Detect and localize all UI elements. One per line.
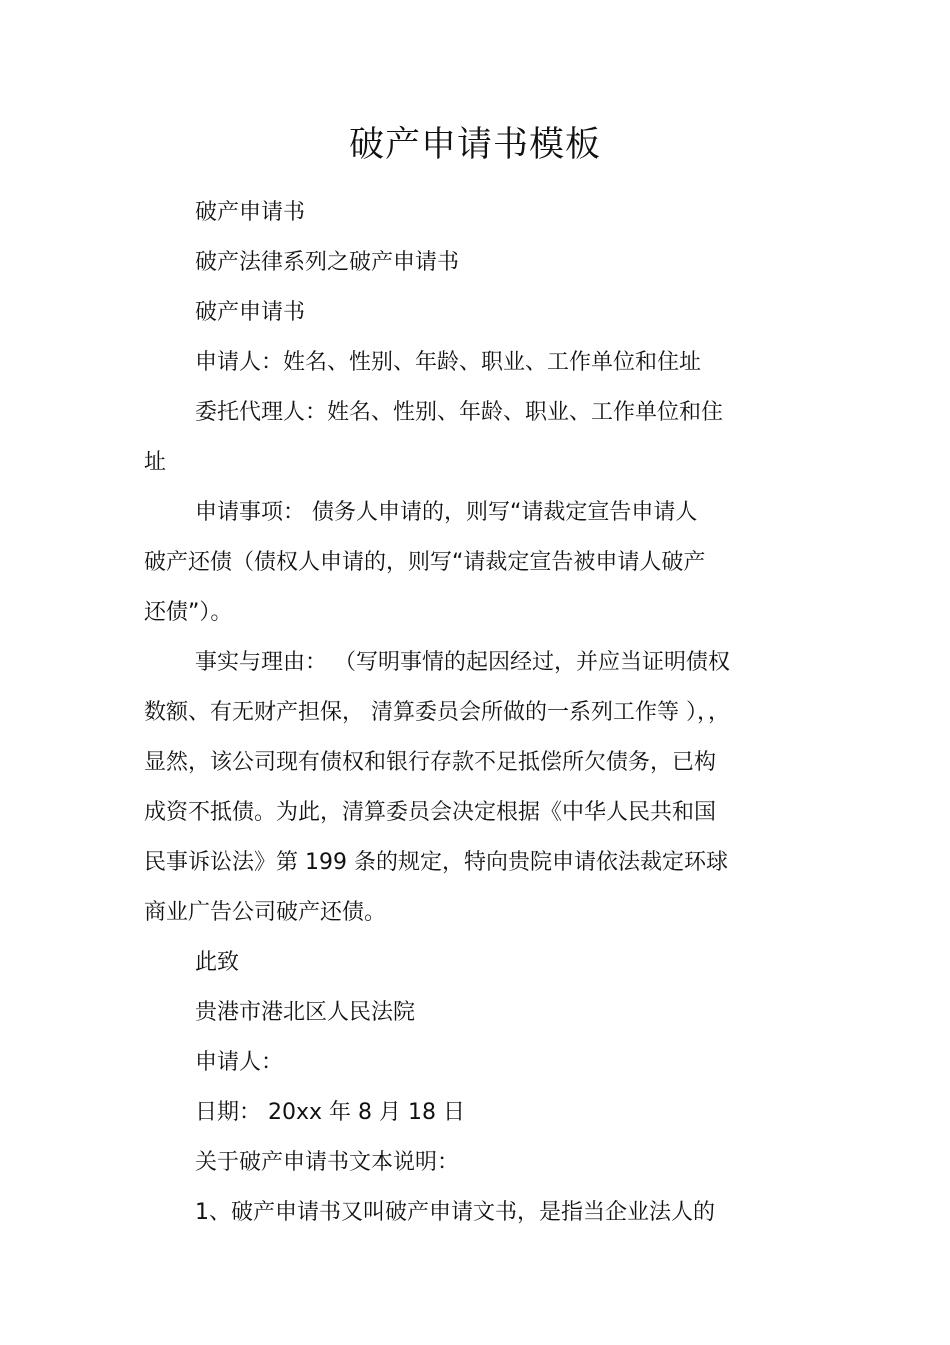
text-line: 1、破产申请书又叫破产申请文书，是指当企业法人的 — [195, 1200, 715, 1225]
text-line: 日期： 20xx 年 8 月 18 日 — [195, 1100, 465, 1125]
text-line: 事实与理由： （写明事情的起因经过，并应当证明债权 — [195, 650, 730, 675]
text-line: 申请事项： 债务人申请的，则写“请裁定宣告申请人 — [195, 500, 698, 525]
text-line: 破产申请书 — [195, 200, 306, 225]
text-line: 民事诉讼法》第 199 条的规定，特向贵院申请依法裁定环球 — [144, 850, 728, 875]
text-line: 址 — [144, 450, 167, 475]
text-line: 贵港市港北区人民法院 — [195, 1000, 416, 1025]
text-line: 成资不抵债。为此，清算委员会决定根据《中华人民共和国 — [144, 800, 717, 825]
text-line: 申请人：姓名、性别、年龄、职业、工作单位和住址 — [195, 350, 702, 375]
text-line: 商业广告公司破产还债。 — [144, 900, 387, 925]
text-line: 还债”）。 — [144, 600, 233, 625]
text-line: 破产申请书 — [195, 300, 306, 325]
text-line: 显然，该公司现有债权和银行存款不足抵偿所欠债务，已构 — [144, 750, 717, 775]
text-line: 数额、有无财产担保， 清算委员会所做的一系列工作等 ），， — [144, 700, 730, 725]
text-line: 破产还债（债权人申请的，则写“请裁定宣告被申请人破产 — [144, 550, 706, 575]
text-line: 关于破产申请书文本说明： — [195, 1150, 460, 1175]
text-line: 破产法律系列之破产申请书 — [195, 250, 460, 275]
document-title: 破产申请书模板 — [348, 125, 601, 165]
text-line: 申请人： — [195, 1050, 284, 1075]
text-line: 此致 — [195, 950, 240, 975]
text-line: 委托代理人：姓名、性别、年龄、职业、工作单位和住 — [195, 400, 724, 425]
document-body — [144, 188, 784, 1238]
